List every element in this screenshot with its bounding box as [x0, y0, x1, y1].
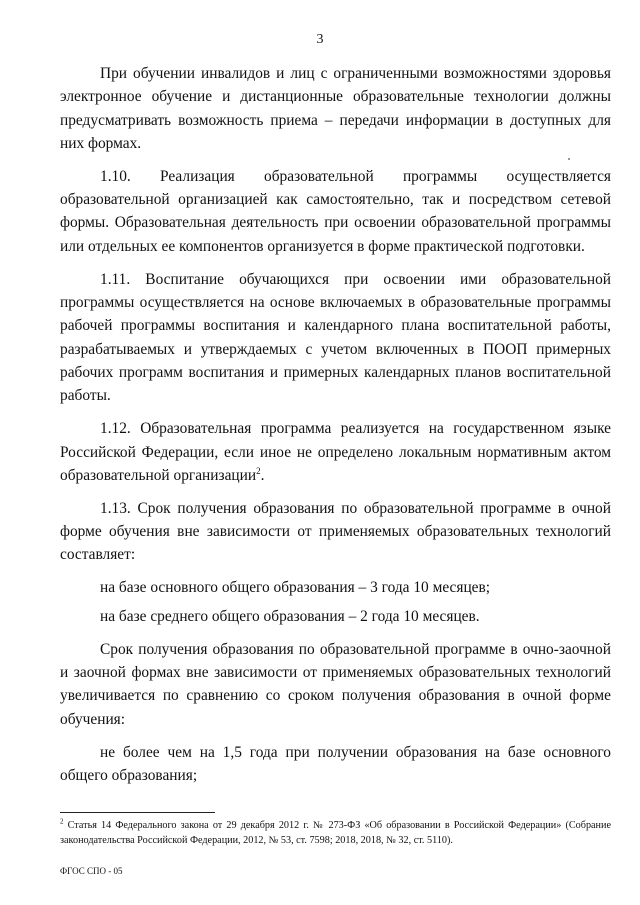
paragraph-disabled-learners: При обучении инвалидов и лиц с ограниченными возможностями здоровья электронное обучение и дистанционные образовательные технологии должны предусматривать возможность приема – передачи информации в доступных для них формах. [60, 65, 611, 152]
paragraph-1-13: 1.13. Срок получения образования по образовательной программе в очной форме обучения вне зависимости от применяемых образовательных технологий составляет: [60, 499, 611, 564]
paragraph-1-12-text: 1.12. Образовательная программа реализуется на государственном языке Российской Федерации, если иное не определено локальным нормативным актом образовательной организации [60, 420, 611, 484]
term-extension-basic: не более чем на 1,5 года при получении образования на базе основного общего образования; [60, 743, 611, 784]
paragraph-1-11: 1.11. Воспитание обучающихся при освоении ими образовательной программы осуществляется на основе включаемых в образовательные программы рабочей программы воспитания и календарного плана воспитательной работы, разрабатываемых и утверждаемых с учетом включенных в ПООП примерных рабочих программ воспитания и примерных календарных планов воспитательной работы. [60, 270, 611, 405]
paragraph-1-10: 1.10. Реализация образовательной программы осуществляется образовательной организацией как самостоятельно, так и посредством сетевой формы. Образовательная деятельность при освоении образовательной программы или отдельных ее компонентов организуется в форме практической подготовки. [60, 167, 611, 255]
page-number: 3 [316, 32, 324, 47]
document-body [60, 62, 611, 797]
footnote-reference: 2 [256, 465, 261, 476]
term-basic-general: на базе основного общего образования – 3 года 10 месяцев; [100, 579, 491, 597]
footnote-divider [60, 812, 215, 813]
paragraph-1-12-period: . [260, 466, 265, 484]
paragraph-part-time-term: Срок получения образования по образовательной программе в очно-заочной и заочной формах вне зависимости от применяемых образовательных технологий увеличивается по сравнению со сроком получения образования в очной форме обучения: [60, 640, 611, 728]
footnote-mark: 2 [60, 817, 64, 826]
paragraph-1-12 [60, 417, 611, 487]
document-code: ФГОС СПО - 05 [60, 866, 123, 876]
term-secondary-general: на базе среднего общего образования – 2 года 10 месяцев. [100, 607, 480, 625]
footnote [60, 818, 611, 848]
footnote-text: Статья 14 Федерального закона от 29 декабря 2012 г. № 273-ФЗ «Об образовании в Российской Федерации» (Собрание законодательства Российской Федерации, 2012, № 53, ст. 7598; 2018, 2018, № 32, ст. 5110). [60, 820, 611, 846]
